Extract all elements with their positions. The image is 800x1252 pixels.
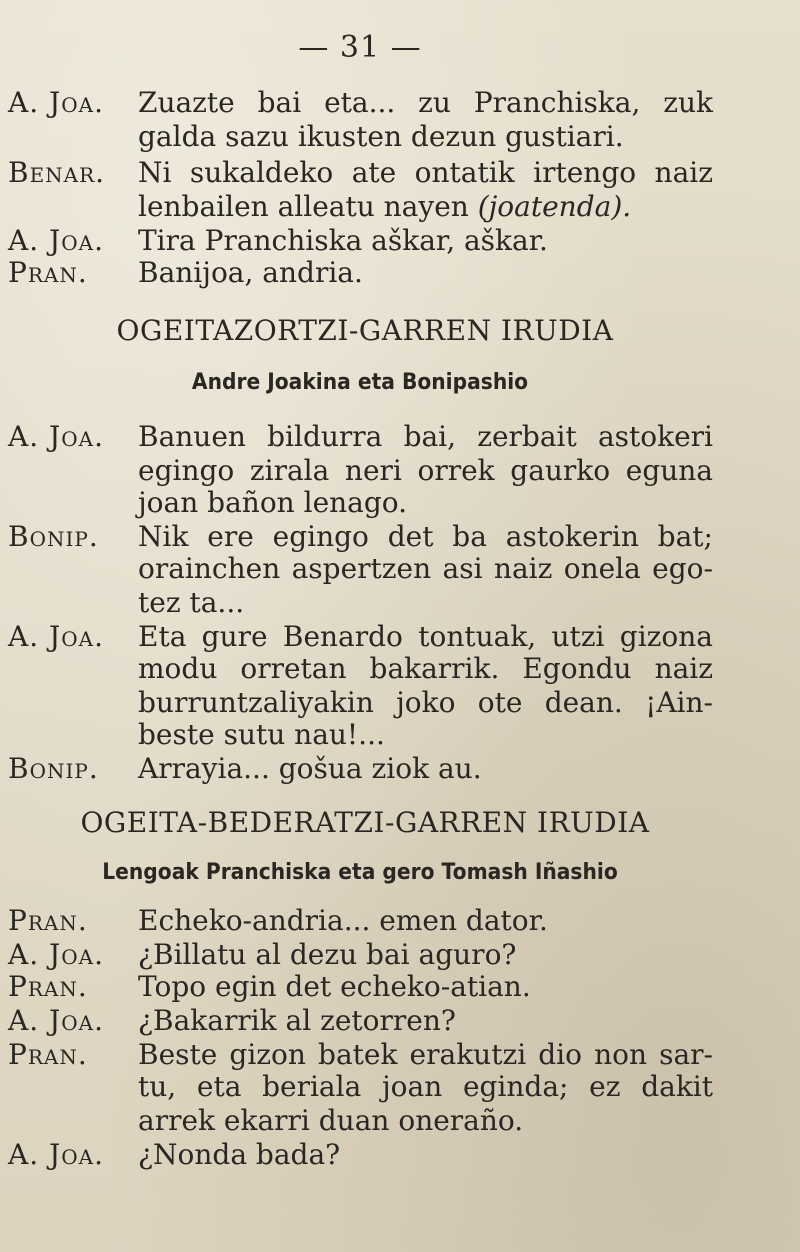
dialogue-text: Beste gizon batek erakutzi dio non sar- <box>138 1038 713 1071</box>
dialogue-text: Ni sukaldeko ate ontatik irtengo naiz <box>138 156 713 189</box>
dialogue-line <box>0 752 800 786</box>
speaker-label: A. Joa. <box>8 224 104 257</box>
dialogue-text: egingo zirala neri orrek gaurko eguna <box>138 454 713 487</box>
dialogue-line <box>0 120 800 154</box>
speaker-label: Bonip. <box>8 520 99 553</box>
speaker-label: Pran. <box>8 1038 88 1071</box>
dialogue-text: ¿Nonda bada? <box>138 1138 341 1171</box>
dialogue-line <box>0 652 800 686</box>
speaker-label: Pran. <box>8 904 88 937</box>
speaker-label: A. Joa. <box>8 938 104 971</box>
dialogue-text: ¿Bakarrik al zetorren? <box>138 1004 456 1037</box>
speaker-label: Benar. <box>8 156 106 189</box>
speaker-label: Pran. <box>8 256 88 289</box>
dialogue-line <box>0 1070 800 1104</box>
dialogue-text: joan bañon lenago. <box>138 486 408 519</box>
scene-characters: Andre Joakina eta Bonipashio <box>191 370 529 395</box>
dialogue-line <box>0 1004 800 1038</box>
dialogue-text: tu, eta beriala joan eginda; ez dakit <box>138 1070 713 1103</box>
dialogue-line <box>0 1138 800 1172</box>
dialogue-line <box>0 586 800 620</box>
dialogue-text: Banuen bildurra bai, zerbait astokeri <box>138 420 713 453</box>
dialogue-line <box>0 256 800 290</box>
scene-heading: OGEITAZORTZI-GARREN IRUDIA <box>116 314 614 347</box>
dialogue-line <box>0 1038 800 1072</box>
dialogue-text: ¿Billatu al dezu bai aguro? <box>138 938 517 971</box>
dialogue-line <box>0 904 800 938</box>
stage-direction: (joatenda). <box>477 190 632 223</box>
dialogue-text: beste sutu nau!... <box>138 718 385 751</box>
scene-characters: Lengoak Pranchiska eta gero Tomash Iñashio <box>102 860 618 885</box>
dialogue-line <box>0 552 800 586</box>
dialogue-text: modu orretan bakarrik. Egondu naiz <box>138 652 713 685</box>
dialogue-line <box>0 224 800 258</box>
dialogue-line <box>0 718 800 752</box>
dialogue-text: Tira Pranchiska aškar, aškar. <box>138 224 548 257</box>
dialogue-line <box>0 938 800 972</box>
dialogue-line <box>0 420 800 454</box>
dialogue-line <box>0 686 800 720</box>
dialogue-line <box>0 86 800 120</box>
dialogue-text: tez ta... <box>138 586 245 619</box>
dialogue-line <box>0 454 800 488</box>
dialogue-text: lenbailen alleatu nayen <box>138 190 469 223</box>
dialogue-text: orainchen aspertzen asi naiz onela ego- <box>138 552 713 585</box>
dialogue-text: Arrayia... gošua ziok au. <box>138 752 482 785</box>
dialogue-text: Eta gure Benardo tontuak, utzi gizona <box>138 620 713 653</box>
dialogue-line <box>0 520 800 554</box>
dialogue-line <box>0 190 800 224</box>
dialogue-line <box>0 1104 800 1138</box>
dialogue-text: arrek ekarri duan oneraño. <box>138 1104 524 1137</box>
dialogue-text: Nik ere egingo det ba astokerin bat; <box>138 520 713 553</box>
dialogue-text: Topo egin det echeko-atian. <box>138 970 531 1003</box>
scene-heading: OGEITA-BEDERATZI-GARREN IRUDIA <box>80 806 650 839</box>
speaker-label: A. Joa. <box>8 1138 104 1171</box>
dialogue-text: Banijoa, andria. <box>138 256 363 289</box>
speaker-label: A. Joa. <box>8 620 104 653</box>
dialogue-text: burruntzaliyakin joko ote dean. ¡Ain- <box>138 686 713 719</box>
speaker-label: A. Joa. <box>8 420 104 453</box>
speaker-label: Bonip. <box>8 752 99 785</box>
dialogue-text: Zuazte bai eta... zu Pranchiska, zuk <box>138 86 713 119</box>
dialogue-line <box>0 486 800 520</box>
dialogue-line <box>0 156 800 190</box>
speaker-label: Pran. <box>8 970 88 1003</box>
dialogue-line <box>0 620 800 654</box>
dialogue-text-with-stage-direction <box>138 190 713 223</box>
dialogue-line <box>0 970 800 1004</box>
dialogue-text: galda sazu ikusten dezun gustiari. <box>138 120 624 153</box>
speaker-label: A. Joa. <box>8 1004 104 1037</box>
dialogue-text: Echeko-andria... emen dator. <box>138 904 548 937</box>
speaker-label: A. Joa. <box>8 86 104 119</box>
page-number: — 31 — <box>298 30 422 65</box>
